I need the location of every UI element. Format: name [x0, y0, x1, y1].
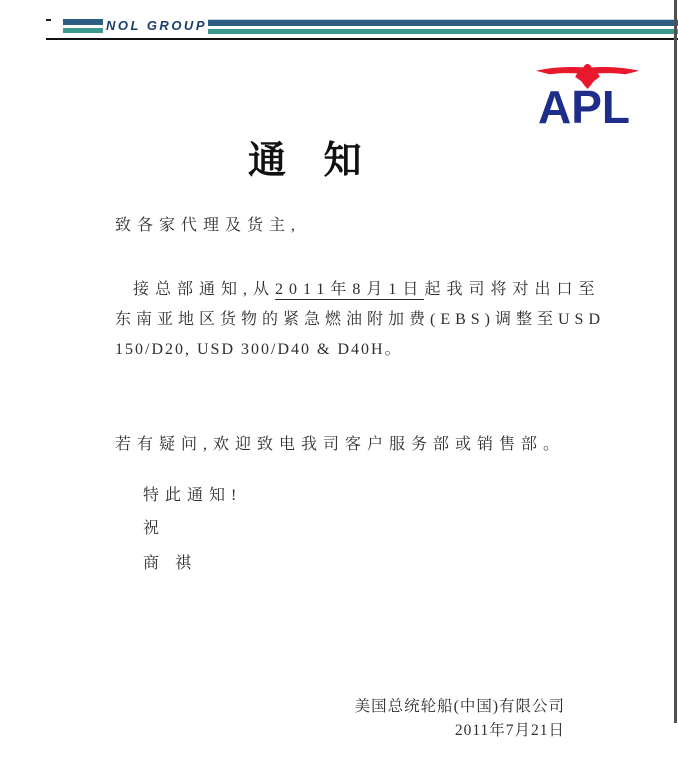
- stripe-teal: [208, 29, 678, 35]
- nol-stripes-right: [208, 19, 678, 34]
- stripe-teal: [63, 28, 103, 34]
- nol-group-wordmark: NOL GROUP: [106, 18, 207, 33]
- closing-line: 特此通知!: [143, 487, 243, 504]
- paragraph1-line2: 东南亚地区货物的紧急燃油附加费(EBS)调整至USD: [115, 311, 606, 328]
- signature-date: 2011年7月21日: [454, 722, 565, 739]
- regards-line1: 祝: [143, 520, 166, 537]
- header-rule: [46, 38, 678, 40]
- signature-block: [355, 697, 565, 741]
- page-edge-line: [674, 0, 677, 723]
- header-dash: [46, 19, 51, 21]
- paragraph1-line1-post: 起我司将对出口至: [424, 281, 601, 298]
- salutation-line: 致各家代理及货主,: [115, 217, 302, 234]
- signature-company: 美国总统轮船(中国)有限公司: [354, 698, 565, 715]
- paragraph2-line: 若有疑问,欢迎致电我司客户服务部或销售部。: [115, 436, 566, 453]
- effective-date-underlined: 2011年8月1日: [275, 281, 425, 298]
- regards-line2: 商 祺: [143, 555, 198, 572]
- apl-wordmark: APL: [538, 81, 630, 133]
- paragraph1-line1: [133, 280, 600, 299]
- paragraph1-line3: 150/D20, USD 300/D40 & D40H。: [115, 341, 403, 358]
- paragraph1-line1-pre: 接总部通知,从: [133, 281, 276, 298]
- nol-stripes-left: [63, 19, 103, 33]
- notice-title: 通 知: [248, 140, 376, 182]
